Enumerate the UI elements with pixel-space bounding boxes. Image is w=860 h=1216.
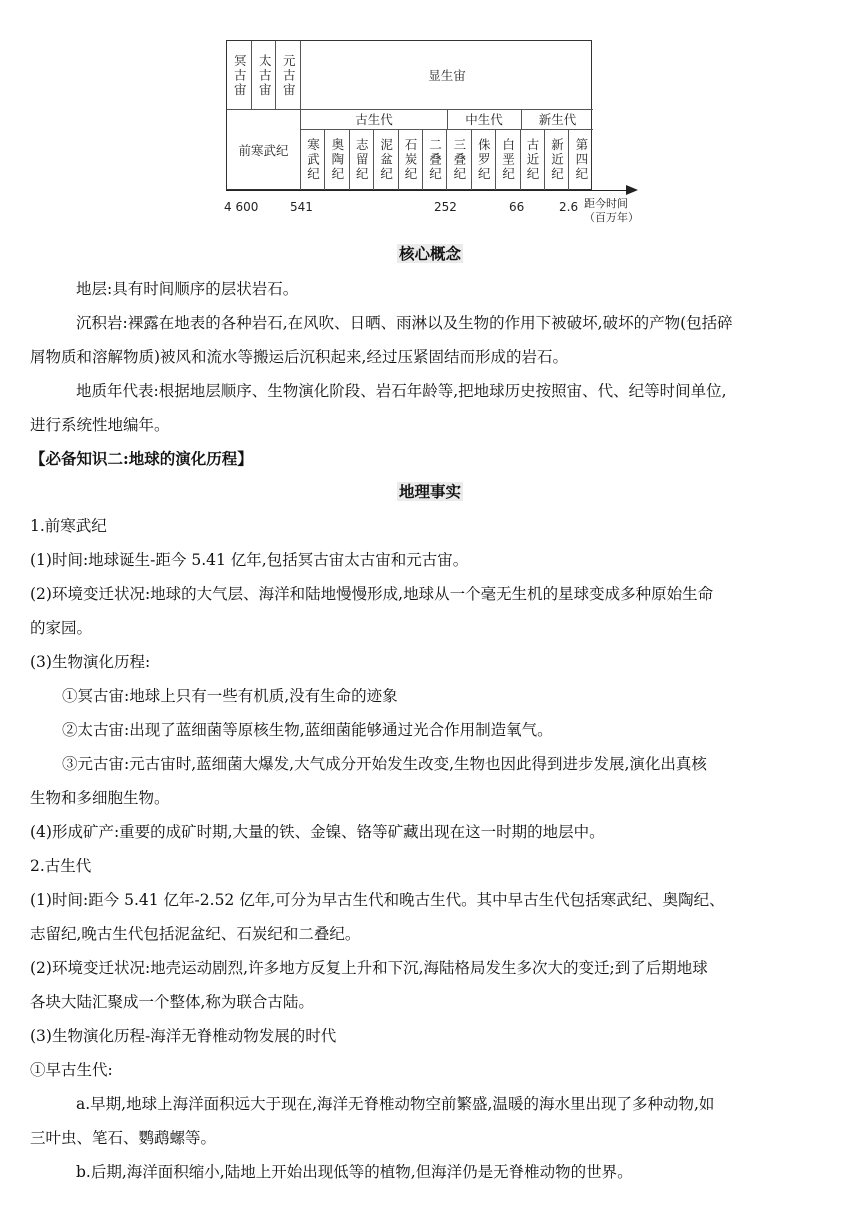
s1-env-line1: (2)环境变迁状况:地球的大气层、海洋和陆地慢慢形成,地球从一个毫无生机的星球变成多种原始生命 xyxy=(30,585,714,603)
divider xyxy=(398,129,399,191)
period-cell xyxy=(349,129,373,191)
period-label: 三叠纪 xyxy=(451,138,467,182)
time-axis xyxy=(226,190,630,191)
period-label: 泥盆纪 xyxy=(378,138,394,182)
eon-phanerozoic-label: 显生宙 xyxy=(428,68,466,83)
section-title: 【必备知识二:地球的演化历程】 xyxy=(30,449,253,468)
s2-early-a-line1: a.早期,地球上海洋面积远大于现在,海洋无脊椎动物空前繁盛,温暖的海水里出现了多种动物,如 xyxy=(76,1095,715,1113)
period-cell xyxy=(422,129,446,191)
tick-label: 4 600 xyxy=(224,200,259,214)
eon-archean xyxy=(253,45,275,107)
divider xyxy=(324,129,325,191)
period-label: 志留纪 xyxy=(354,138,370,182)
timeline-table xyxy=(226,40,592,190)
period-label: 寒武纪 xyxy=(305,138,321,182)
divider xyxy=(568,129,569,191)
divider xyxy=(349,129,350,191)
heading-core-text: 核心概念 xyxy=(398,244,461,263)
axis-title-line2: （百万年） xyxy=(584,211,639,224)
geologic-timeline-figure xyxy=(226,40,646,235)
eon-proterozoic-label: 元古宙 xyxy=(281,54,297,98)
divider xyxy=(544,129,545,191)
period-cell xyxy=(300,129,324,191)
s1-bio: (3)生物演化历程: xyxy=(30,653,151,671)
divider xyxy=(471,129,472,191)
divider xyxy=(373,129,374,191)
period-label: 古近纪 xyxy=(525,138,541,182)
s2-time-line1: (1)时间:距今 5.41 亿年-2.52 亿年,可分为早古生代和晚古生代。其中早古生代包括寒武纪、奥陶纪、 xyxy=(30,891,725,909)
era-mesozoic xyxy=(448,109,520,129)
era-mesozoic-label: 中生代 xyxy=(465,112,503,127)
period-label: 白垩纪 xyxy=(500,138,516,182)
divider xyxy=(520,129,521,191)
paragraph-sedimentary-line1: 沉积岩:裸露在地表的各种岩石,在风吹、日晒、雨淋以及生物的作用下被破坏,破坏的产物(包括碎 xyxy=(76,314,733,332)
period-cell xyxy=(471,129,495,191)
tick-label: 541 xyxy=(290,200,313,214)
axis-title-line1: 距今时间 xyxy=(584,197,628,210)
period-cell xyxy=(398,129,422,191)
eon-proterozoic xyxy=(277,45,299,107)
paragraph-sedimentary-line2: 屑物质和溶解物质)被风和流水等搬运后沉积起来,经过压紧固结而形成的岩石。 xyxy=(30,348,568,366)
eon-archean-label: 太古宙 xyxy=(257,54,273,98)
heading-core-concepts xyxy=(0,237,860,271)
period-cell xyxy=(544,129,568,191)
s1-env-line2: 的家园。 xyxy=(30,619,93,637)
s1-bio-proterozoic-line2: 生物和多细胞生物。 xyxy=(30,789,170,807)
period-cell xyxy=(373,129,397,191)
s2-bio: (3)生物演化历程-海洋无脊椎动物发展的时代 xyxy=(30,1027,337,1045)
precambrian-cell xyxy=(227,109,300,191)
paragraph-stratum: 地层:具有时间顺序的层状岩石。 xyxy=(76,280,299,298)
s2-early-b: b.后期,海洋面积缩小,陆地上开始出现低等的植物,但海洋仍是无脊椎动物的世界。 xyxy=(76,1163,633,1181)
s1-mineral: (4)形成矿产:重要的成矿时期,大量的铁、金镍、铬等矿藏出现在这一时期的地层中。 xyxy=(30,823,605,841)
era-paleozoic-label: 古生代 xyxy=(355,112,393,127)
period-label: 奥陶纪 xyxy=(329,138,345,182)
divider xyxy=(495,129,496,191)
paragraph-timetable-line2: 进行系统性地编年。 xyxy=(30,416,170,434)
s2-env-line1: (2)环境变迁状况:地壳运动剧烈,许多地方反复上升和下沉,海陆格局发生多次大的变迁;到了后期地球 xyxy=(30,959,708,977)
period-cell xyxy=(324,129,348,191)
divider xyxy=(251,41,252,109)
precambrian-label: 前寒武纪 xyxy=(238,143,289,158)
period-cell xyxy=(446,129,470,191)
s2-early-a-line2: 三叶虫、笔石、鹦鹉螺等。 xyxy=(30,1129,217,1147)
eon-hadean-label: 冥古宙 xyxy=(232,54,248,98)
s2-env-line2: 各块大陆汇聚成一个整体,称为联合古陆。 xyxy=(30,993,314,1011)
eon-phanerozoic xyxy=(301,41,593,109)
paragraph-timetable-line1: 地质年代表:根据地层顺序、生物演化阶段、岩石年龄等,把地球历史按照宙、代、纪等时间单位, xyxy=(76,382,727,400)
era-cenozoic-label: 新生代 xyxy=(538,112,577,127)
divider xyxy=(422,129,423,191)
period-label: 二叠纪 xyxy=(427,138,443,182)
heading-facts-text: 地理事实 xyxy=(398,482,461,501)
tick-label: 252 xyxy=(434,200,457,214)
era-cenozoic xyxy=(522,109,593,129)
tick-label: 66 xyxy=(509,200,525,214)
axis-title xyxy=(584,197,639,225)
s2-early: ①早古生代: xyxy=(30,1061,113,1079)
period-label: 第四纪 xyxy=(573,138,589,182)
era-paleozoic xyxy=(301,109,447,129)
period-label: 新近纪 xyxy=(549,138,565,182)
s2-time-line2: 志留纪,晚古生代包括泥盆纪、石炭纪和二叠纪。 xyxy=(30,925,361,943)
period-label: 石炭纪 xyxy=(403,138,419,182)
s1-bio-hadean: ①冥古宙:地球上只有一些有机质,没有生命的迹象 xyxy=(62,687,398,705)
s1-title: 1.前寒武纪 xyxy=(30,517,107,535)
s1-bio-archean: ②太古宙:出现了蓝细菌等原核生物,蓝细菌能够通过光合作用制造氧气。 xyxy=(62,721,553,739)
eon-hadean xyxy=(229,45,249,107)
period-cell xyxy=(495,129,519,191)
tick-label: 2.6 xyxy=(559,200,579,214)
s1-time: (1)时间:地球诞生-距今 5.41 亿年,包括冥古宙太古宙和元古宙。 xyxy=(30,551,469,569)
period-label: 侏罗纪 xyxy=(476,138,492,182)
heading-geo-facts xyxy=(0,475,860,509)
divider xyxy=(446,129,447,191)
axis-arrow-icon xyxy=(626,185,638,195)
s2-title: 2.古生代 xyxy=(30,857,92,875)
period-cell xyxy=(568,129,592,191)
period-cell xyxy=(520,129,544,191)
divider xyxy=(275,41,276,109)
s1-bio-proterozoic-line1: ③元古宙:元古宙时,蓝细菌大爆发,大气成分开始发生改变,生物也因此得到进步发展,演化出真核 xyxy=(62,755,707,773)
